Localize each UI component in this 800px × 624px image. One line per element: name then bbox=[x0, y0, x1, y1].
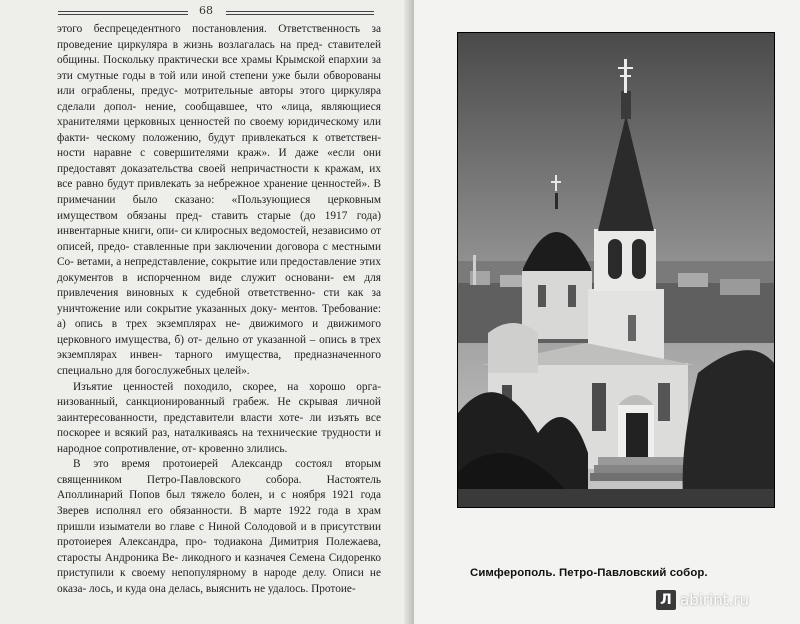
text-line: 1921 года Зверев исполнял его обязанности. В марте bbox=[57, 489, 382, 517]
text-line: мотрительные авторы этого циркуляра сделали допол- bbox=[57, 85, 382, 113]
text-line: за проведение циркуляра в жизнь возлагалась на пред- bbox=[57, 23, 381, 51]
text-line: ставить старые (до 1917 года) инвентарные книги, опи- bbox=[57, 209, 381, 238]
text-line: тарного имущества, предназначенного специально для bbox=[57, 349, 381, 378]
text-line: ставителей общины. Поскольку практически все храмы bbox=[57, 38, 382, 67]
photo-caption: Симферополь. Петро-Павловский собор. bbox=[470, 567, 708, 579]
text-line: лось, и куда она делась, выяснить не удалось. Протоие- bbox=[89, 582, 356, 595]
page-number: 68 bbox=[199, 4, 213, 17]
text-line: дельно от указанной – опись в трех экземплярах инвен- bbox=[57, 333, 382, 362]
text-line: богослужебных целей». bbox=[135, 365, 250, 378]
paragraph-1 bbox=[57, 22, 381, 380]
text-line: священником Петро-Павловского собора. Настоятель bbox=[57, 473, 381, 486]
paragraph-2 bbox=[57, 380, 381, 458]
text-line: Крымской епархии за эти смутные годы в той или иной bbox=[57, 54, 381, 82]
text-line: своему непопулярному в народе делу. Описи не оказа- bbox=[57, 567, 381, 595]
text-line: ветами, а непредставление, сокрытие или предоставление bbox=[76, 256, 357, 269]
text-line: низованный, санкционированный грабеж. Не скрывая bbox=[57, 396, 338, 409]
text-line: ности наравне с совершителями краж». И даже «если bbox=[57, 147, 355, 160]
text-line: ликодного и казначея Семена Сидоренко приступили к bbox=[57, 551, 381, 580]
text-line: этих документов в испорченном виде служит основани- bbox=[57, 256, 381, 284]
text-line: В это время протоиерей Александр состоял вторым bbox=[73, 458, 381, 471]
body-text bbox=[57, 22, 381, 597]
text-line: тодиакона Димитрия Полежаева, старосты Андроника Ве- bbox=[57, 536, 381, 564]
text-line: этого беспрецедентного постановления. Ответственность bbox=[57, 23, 361, 35]
text-line: ем для привлечения виновных к судебной ответственно- bbox=[57, 271, 381, 300]
text-line: Аполлинарий Попов был тяжело болен, и с ноября bbox=[57, 489, 326, 502]
text-line: сти как за уничтожение или сокрытие указанных доку- bbox=[57, 287, 381, 315]
text-line: кражам, их все равно будут привлекать за небрежное bbox=[57, 162, 382, 191]
text-line: они предоставят доказательства своей непричастности к bbox=[57, 147, 381, 175]
cathedral-illustration bbox=[458, 33, 774, 507]
text-line: технические трудности и народное сопротивление, от- bbox=[57, 427, 381, 455]
text-line: 1922 года в храм пришли изыматели во главе с Ниной bbox=[57, 504, 381, 533]
text-line: степени уже были обворованы или ограблены, предус- bbox=[57, 69, 381, 98]
text-line: личной заинтересованности, представители власти хоте- bbox=[57, 396, 381, 424]
text-line: «Пользующиеся церковным имуществом обязаны пред- bbox=[57, 194, 382, 222]
site-watermark bbox=[656, 590, 749, 610]
labirint-logo-icon: Л bbox=[656, 590, 676, 610]
text-line: движимого и движимого церковного имущества, б) от- bbox=[57, 318, 382, 346]
text-line: ментов. Требование: а) опись в трех экземплярах не- bbox=[57, 302, 381, 331]
text-line: си клиросных ведомостей, независимо от описей, предо- bbox=[57, 225, 382, 253]
watermark-text: abirint.ru bbox=[680, 591, 750, 609]
text-line: Изъятие ценностей походило, скорее, на хорошо орга- bbox=[73, 380, 381, 393]
header-rule-left bbox=[58, 11, 188, 15]
text-line: церковных ценностей по своему юридическому или факти- bbox=[57, 116, 381, 144]
text-line: ставленные при заключении договора с местными Со- bbox=[57, 240, 381, 269]
text-line: ли изъять все поскорее и всякий раз, наталкиваясь на bbox=[57, 411, 381, 440]
text-line: хранение ценностей». В примечании было сказано: bbox=[57, 178, 382, 207]
text-line: кровенно злились. bbox=[198, 442, 288, 455]
cathedral-photo bbox=[457, 32, 775, 508]
text-line: Солодовой и в присутствии протоиерея Александра, про- bbox=[57, 520, 381, 549]
text-line: ческому положению, будут привлекаться к ответствен- bbox=[96, 131, 382, 144]
paragraph-3 bbox=[57, 457, 381, 597]
text-line: нение, сообщавшее, что «лица, являющиеся хранителями bbox=[57, 100, 381, 129]
header-rule-right bbox=[226, 11, 374, 15]
